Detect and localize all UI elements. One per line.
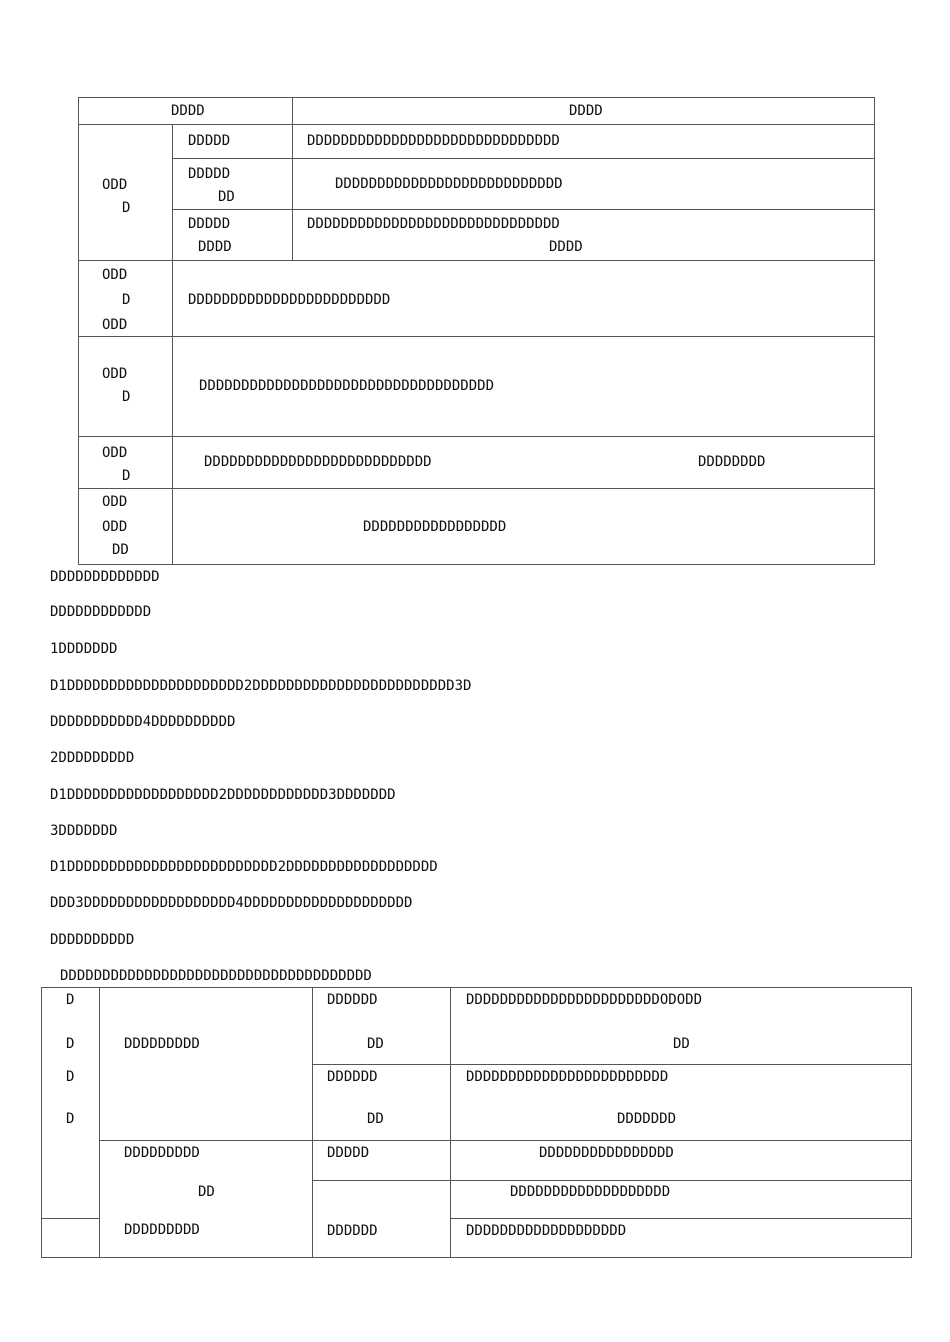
section1-sub-2: DDDDD DD bbox=[173, 159, 293, 210]
paragraph-6: 2DDDDDDDDD bbox=[50, 750, 135, 766]
row3-content: DDDDDDDDDDDDDDDDDDDDDDDDDDDDDDDDDDD bbox=[173, 337, 875, 437]
table2-caption: DDDDDDDDDDDDDDDDDDDDDDDDDDDDDDDDDDDDD bbox=[60, 968, 372, 984]
g1-sub-2: DDDDDD DD bbox=[313, 1065, 451, 1141]
row5-label: ODD ODD DD bbox=[79, 489, 173, 565]
row4-content: DDDDDDDDDDDDDDDDDDDDDDDDDDD DDDDDDDD bbox=[173, 437, 875, 489]
paragraph-1: DDDDDDDDDDDDD bbox=[50, 569, 160, 585]
section1-desc-2: DDDDDDDDDDDDDDDDDDDDDDDDDDD bbox=[293, 159, 875, 210]
paragraph-10: DDD3DDDDDDDDDDDDDDDDDD4DDDDDDDDDDDDDDDDDDDD bbox=[50, 895, 413, 911]
g1-desc-2: DDDDDDDDDDDDDDDDDDDDDDDD DDDDDDD bbox=[451, 1065, 912, 1141]
section1-label: ODD D bbox=[79, 125, 173, 261]
group2-label: DDDDDDDDD DD DDDDDDDDD bbox=[100, 1141, 313, 1258]
g2-desc-2: DDDDDDDDDDDDDDDDDDD bbox=[451, 1181, 912, 1219]
detail-table bbox=[41, 987, 912, 1258]
row2-label: ODD D ODD bbox=[79, 261, 173, 337]
section1-sub-1: DDDDD bbox=[173, 125, 293, 159]
paragraph-5: DDDDDDDDDDD4DDDDDDDDDD bbox=[50, 714, 236, 730]
row4-label: ODD D bbox=[79, 437, 173, 489]
g1-desc-1: DDDDDDDDDDDDDDDDDDDDDDDODODD DD bbox=[451, 988, 912, 1065]
table1-header-right: DDDD bbox=[293, 98, 875, 125]
g2-sub-2: DDDDDD bbox=[313, 1181, 451, 1258]
paragraph-8: 3DDDDDDD bbox=[50, 823, 118, 839]
section1-desc-3: DDDDDDDDDDDDDDDDDDDDDDDDDDDDDD DDDD bbox=[293, 210, 875, 261]
paragraph-4: D1DDDDDDDDDDDDDDDDDDDDD2DDDDDDDDDDDDDDDDDDDDDDDD3D bbox=[50, 678, 472, 694]
row5-content: DDDDDDDDDDDDDDDDD bbox=[173, 489, 875, 565]
main-info-table bbox=[78, 97, 875, 565]
paragraph-9: D1DDDDDDDDDDDDDDDDDDDDDDDDD2DDDDDDDDDDDDDDDDDD bbox=[50, 859, 438, 875]
g2-sub-1: DDDDD bbox=[313, 1141, 451, 1181]
paragraph-11: DDDDDDDDDD bbox=[50, 932, 135, 948]
paragraph-3: 1DDDDDDD bbox=[50, 641, 118, 657]
table1-header-left: DDDD bbox=[79, 98, 293, 125]
row2-content: DDDDDDDDDDDDDDDDDDDDDDDD bbox=[173, 261, 875, 337]
paragraph-2: DDDDDDDDDDDD bbox=[50, 604, 152, 620]
row3-label: ODD D bbox=[79, 337, 173, 437]
g1-sub-1: DDDDDD DD bbox=[313, 988, 451, 1065]
section1-desc-1: DDDDDDDDDDDDDDDDDDDDDDDDDDDDDD bbox=[293, 125, 875, 159]
section1-sub-3: DDDDD DDDD bbox=[173, 210, 293, 261]
side-label: D D D D bbox=[42, 988, 100, 1219]
group1-label: DDDDDDDDD bbox=[100, 988, 313, 1141]
paragraph-7: D1DDDDDDDDDDDDDDDDDD2DDDDDDDDDDDD3DDDDDDD bbox=[50, 787, 396, 803]
g2-desc-1: DDDDDDDDDDDDDDDD bbox=[451, 1141, 912, 1181]
empty-cell bbox=[42, 1219, 100, 1258]
g2-desc-3: DDDDDDDDDDDDDDDDDDD bbox=[451, 1219, 912, 1258]
